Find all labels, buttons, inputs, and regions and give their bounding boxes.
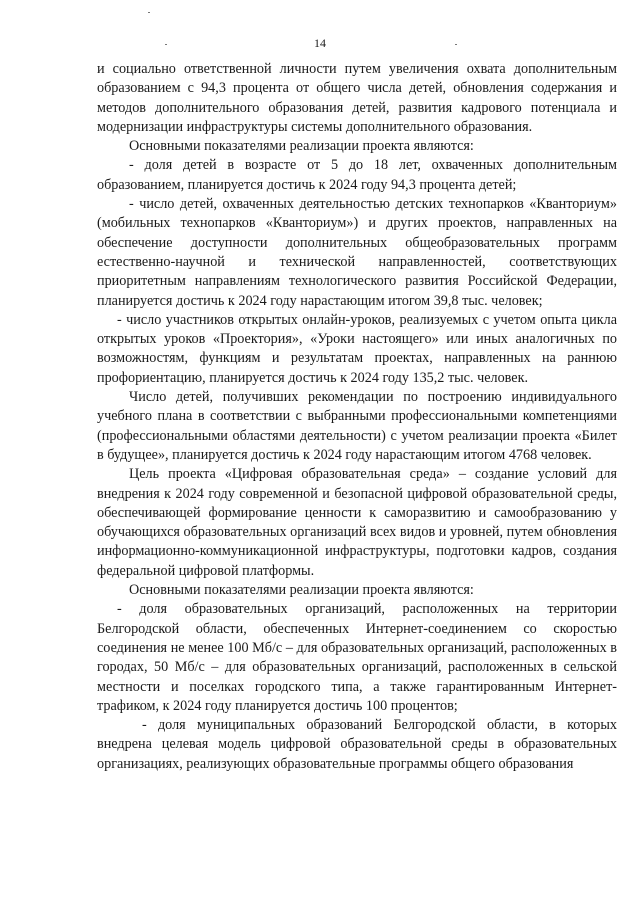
scan-speck	[455, 44, 457, 45]
paragraph-intro-continuation: и социально ответственной личности путем увеличения охвата дополнительным образованием с 94,3 процента от общего числа детей, обновления содержания и методов дополнительного образования детей, развития кадрового потенциала и модернизации инфраструктуры системы дополнительного образования.	[97, 61, 617, 135]
document-body	[97, 60, 617, 774]
paragraph-indicators-heading-2: Основными показателями реализации проекта являются:	[129, 582, 474, 599]
paragraph-indicator-kvantorium: - число детей, охваченных деятельностью детских технопарков «Кванториум» (мобильных технопарков «Кванториум») и других проектов, направленных на обеспечение доступности дополнительных общеобразовательных программ естественно-научной и технической направленностей, соответствующих приоритетным направлениям технологического развития Российской Федерации, планируется достичь к 2024 году нарастающим итогом 39,8 тыс. человек;	[97, 196, 617, 309]
scan-speck	[165, 44, 167, 45]
paragraph-digital-environment-goal: Цель проекта «Цифровая образовательная среда» – создание условий для внедрения к 2024 году современной и безопасной цифровой образовательной среды, обеспечивающей формирование ценности к саморазвитию и самообразованию у обучающихся образовательных организаций всех видов и уровней, путем обновления информационно-коммуникационной инфраструктуры, подготовки кадров, создания федеральной цифровой платформы.	[97, 466, 617, 579]
page-number: 14	[314, 36, 326, 50]
paragraph-indicator-online-lessons: - число участников открытых онлайн-уроков, реализуемых с учетом опыта цикла открытых уроков «Проектория», «Уроки настоящего» или иных аналогичных по возможностям, функциям и результатам проектах, направленных на раннюю профориентацию, планируется достичь к 2024 году 135,2 тыс. человек.	[97, 311, 617, 386]
paragraph-indicator-municipalities: - доля муниципальных образований Белгородской области, в которых внедрена целевая модель цифровой образовательной среды в образовательных организациях, реализующих образовательные программы общего образования	[97, 717, 617, 772]
paragraph-indicators-heading: Основными показателями реализации проекта являются:	[129, 138, 474, 155]
paragraph-indicator-coverage: - доля детей в возрасте от 5 до 18 лет, охваченных дополнительным образованием, планируется достичь к 2024 году 94,3 процента детей;	[97, 157, 617, 193]
scan-speck	[148, 12, 150, 13]
paragraph-indicator-internet: - доля образовательных организаций, расположенных на территории Белгородской области, обеспеченных Интернет-соединением со скоростью соединения не менее 100 Мб/с – для образовательных организаций, расположенных в городах, 50 Мб/с – для образовательных организаций, расположенных в сельской местности и поселках городского типа, а также гарантированным Интернет-трафиком, к 2024 году планируется достичь 100 процентов;	[97, 601, 617, 714]
paragraph-ticket-to-future: Число детей, получивших рекомендации по построению индивидуального учебного плана в соответствии с выбранными профессиональными компетенциями (профессиональными областями деятельности) с учетом реализации проекта «Билет в будущее», планируется достичь к 2024 году нарастающим итогом 4768 человек.	[97, 389, 617, 463]
